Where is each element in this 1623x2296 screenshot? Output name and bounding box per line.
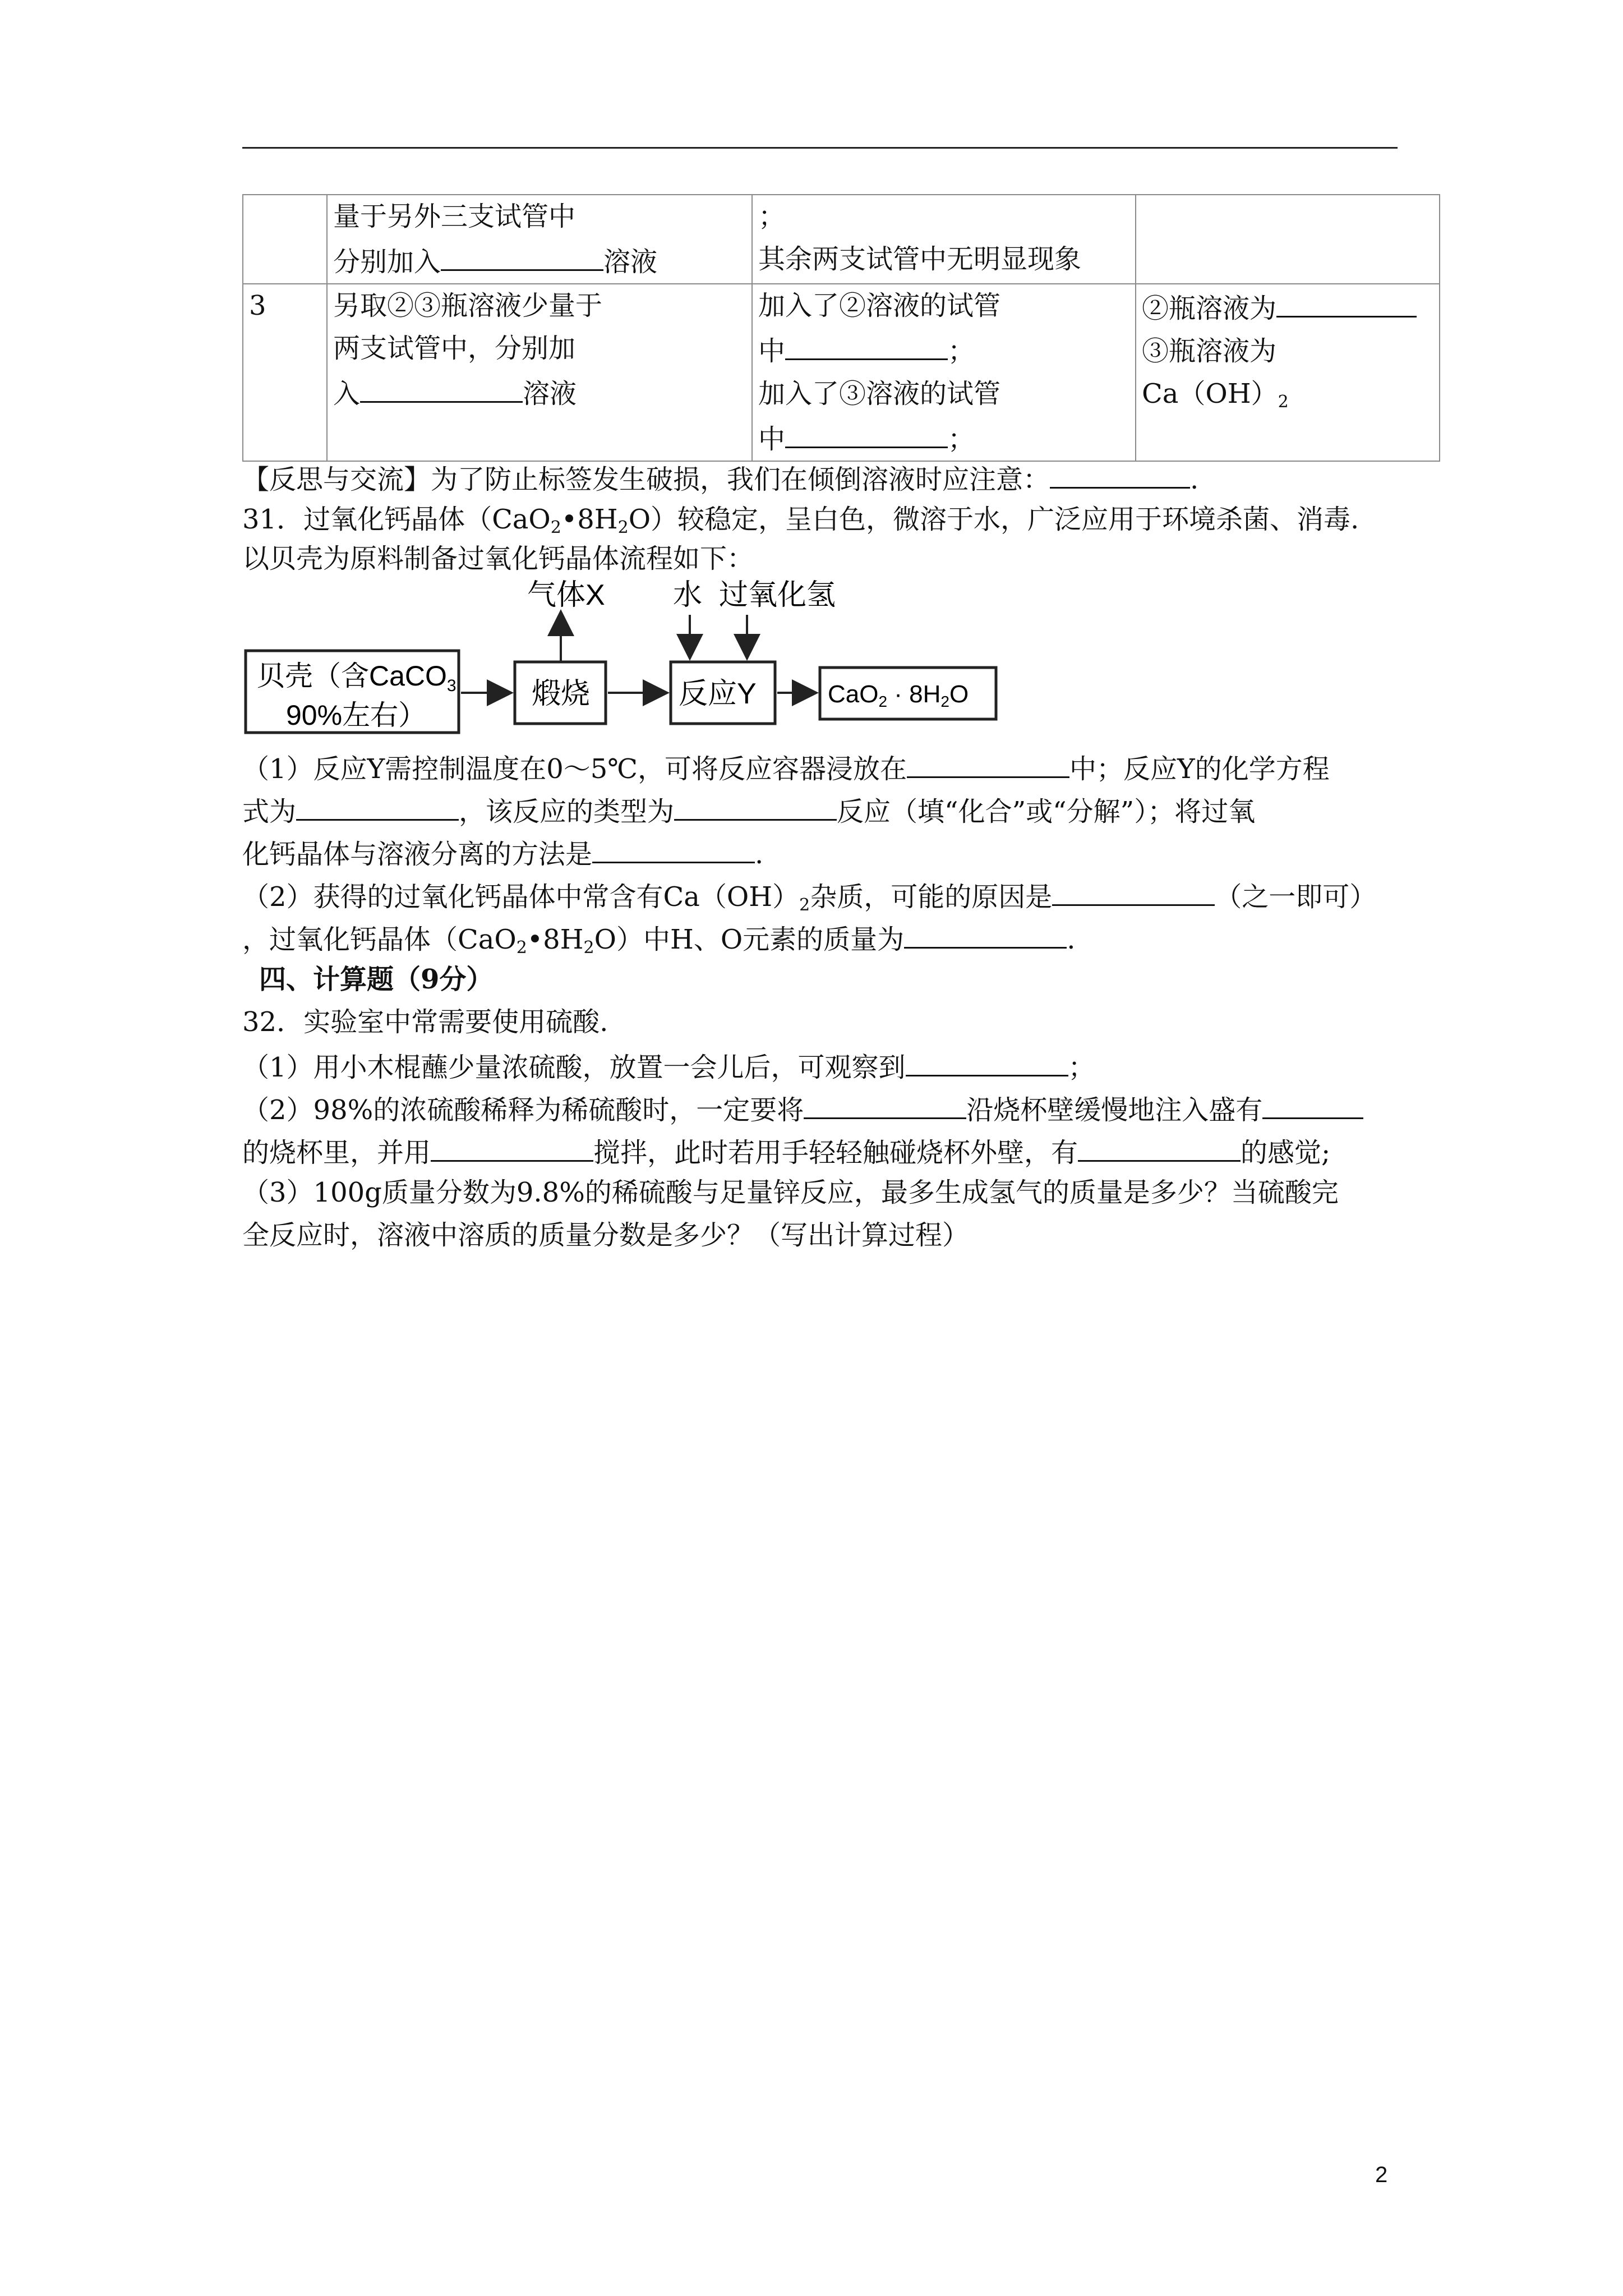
phenomenon-line: 加入了②溶液的试管 bbox=[758, 290, 1001, 321]
q31-part2-line: ，过氧化钙晶体$(CaO_2•8H_2O)$中H、O元素的质量为 . bbox=[242, 915, 1409, 969]
conclusion-line: $Ca(OH)_2$ bbox=[1142, 378, 1289, 412]
answer-blank[interactable] bbox=[904, 915, 1067, 949]
q31-stem-line: 31．过氧化钙晶体$(CaO_2•8H_2O)$较稳定，呈白色，微溶于水，广泛应用于环境杀菌、消毒. bbox=[242, 504, 1359, 537]
phenomenon-line: 中 ； bbox=[758, 327, 1129, 372]
flow-shell-label-2: 90%左右） bbox=[286, 700, 427, 731]
q31-stem-line: 以贝壳为原料制备过氧化钙晶体流程如下： bbox=[242, 543, 754, 574]
answer-blank[interactable] bbox=[441, 238, 603, 271]
q31-part1-line: 式为 ，该反应的类型为 反应（填“化合”或“分解”）；将过氧 bbox=[242, 788, 1409, 833]
answer-blank[interactable] bbox=[360, 370, 523, 403]
flow-reaction-label: 反应Y bbox=[679, 678, 757, 710]
flow-gas-label: 气体X bbox=[527, 579, 605, 611]
table-cell-step bbox=[243, 195, 327, 284]
q32-part1-line: （1）用小木棍蘸少量浓硫酸，放置一会儿后，可观察到 ； bbox=[242, 1043, 1409, 1089]
phenomenon-line: ； bbox=[758, 201, 786, 232]
q31-part1-line: 化钙晶体与溶液分离的方法是 . bbox=[242, 830, 1409, 876]
table-row bbox=[243, 284, 1440, 461]
answer-blank[interactable] bbox=[804, 1086, 966, 1119]
flow-product-label: CaO2 · 8H2O bbox=[828, 680, 969, 710]
flow-h2o2-label: 过氧化氢 bbox=[719, 579, 836, 611]
q32-part2-line: （2）98%的浓硫酸稀释为稀硫酸时，一定要将 沿烧杯壁缓慢地注入盛有 bbox=[242, 1086, 1409, 1131]
answer-blank[interactable] bbox=[1052, 873, 1215, 906]
q32-part3-line: 全反应时，溶液中溶质的质量分数是多少？（写出计算过程） bbox=[242, 1220, 970, 1251]
answer-blank[interactable] bbox=[785, 415, 948, 448]
header-rule bbox=[242, 147, 1398, 149]
q31-part1-line: （1）反应Y需控制温度在0～5℃，可将反应容器浸放在 中；反应Y的化学方程 bbox=[242, 745, 1409, 790]
answer-blank[interactable] bbox=[1050, 455, 1190, 489]
experiment-table bbox=[242, 194, 1440, 462]
section-title: 四、计算题（9分） bbox=[259, 964, 494, 995]
phenomenon-line: 加入了③溶液的试管 bbox=[758, 378, 1001, 409]
answer-blank[interactable] bbox=[907, 745, 1069, 778]
q32-part3-line: （3）100g质量分数为9.8%的稀硫酸与足量锌反应，最多生成氢气的质量是多少？当硫酸完 bbox=[242, 1177, 1339, 1208]
q32-part2-line: 的烧杯里，并用 搅拌，此时若用手轻轻触碰烧杯外壁，有 的感觉; bbox=[242, 1129, 1409, 1174]
q32-intro: 32．实验室中常需要使用硫酸. bbox=[242, 1006, 608, 1038]
answer-blank[interactable] bbox=[1276, 284, 1417, 318]
answer-blank[interactable] bbox=[592, 830, 755, 863]
answer-blank[interactable] bbox=[431, 1129, 593, 1162]
phenomenon-line: 中 ； bbox=[758, 415, 1129, 461]
table-row bbox=[243, 195, 1440, 284]
table-cell-phenomenon bbox=[752, 195, 1136, 284]
conclusion-line: ②瓶溶液为 bbox=[1142, 284, 1433, 330]
flow-shell-label: 贝壳（含CaCO$_3$ bbox=[257, 660, 457, 695]
table-cell-conclusion bbox=[1136, 195, 1440, 284]
answer-blank[interactable] bbox=[906, 1043, 1068, 1076]
table-cell-operation bbox=[327, 195, 752, 284]
reflection-line: 【反思与交流】为了防止标签发生破损，我们在倾倒溶液时应注意： . bbox=[242, 455, 1409, 501]
phenomenon-line: 其余两支试管中无明显现象 bbox=[758, 243, 1082, 275]
conclusion-line: ③瓶溶液为 bbox=[1142, 335, 1277, 367]
answer-blank[interactable] bbox=[296, 788, 459, 821]
answer-blank[interactable] bbox=[785, 327, 948, 360]
page-number: 2 bbox=[1375, 2162, 1388, 2187]
table-cell-operation bbox=[327, 284, 752, 461]
process-flowchart bbox=[241, 578, 1015, 746]
answer-blank[interactable] bbox=[674, 788, 837, 821]
operation-line: 量于另外三支试管中 bbox=[333, 201, 576, 232]
operation-line: 另取②③瓶溶液少量于 bbox=[333, 290, 603, 321]
flow-water-label: 水 bbox=[673, 579, 703, 611]
answer-blank[interactable] bbox=[1078, 1129, 1241, 1162]
step-number: 3 bbox=[249, 290, 266, 321]
table-cell-step bbox=[243, 284, 327, 461]
table-cell-conclusion bbox=[1136, 284, 1440, 461]
answer-blank[interactable] bbox=[1262, 1086, 1363, 1119]
q31-part2-line: （2）获得的过氧化钙晶体中常含有$Ca(OH)_2$杂质，可能的原因是 （之一即可） bbox=[242, 873, 1409, 927]
operation-line: 两支试管中，分别加 bbox=[333, 333, 576, 364]
operation-line: 分别加入 溶液 bbox=[333, 238, 746, 283]
table-cell-phenomenon bbox=[752, 284, 1136, 461]
operation-line: 入 溶液 bbox=[333, 370, 746, 415]
flow-calcine-label: 煅烧 bbox=[532, 678, 591, 710]
